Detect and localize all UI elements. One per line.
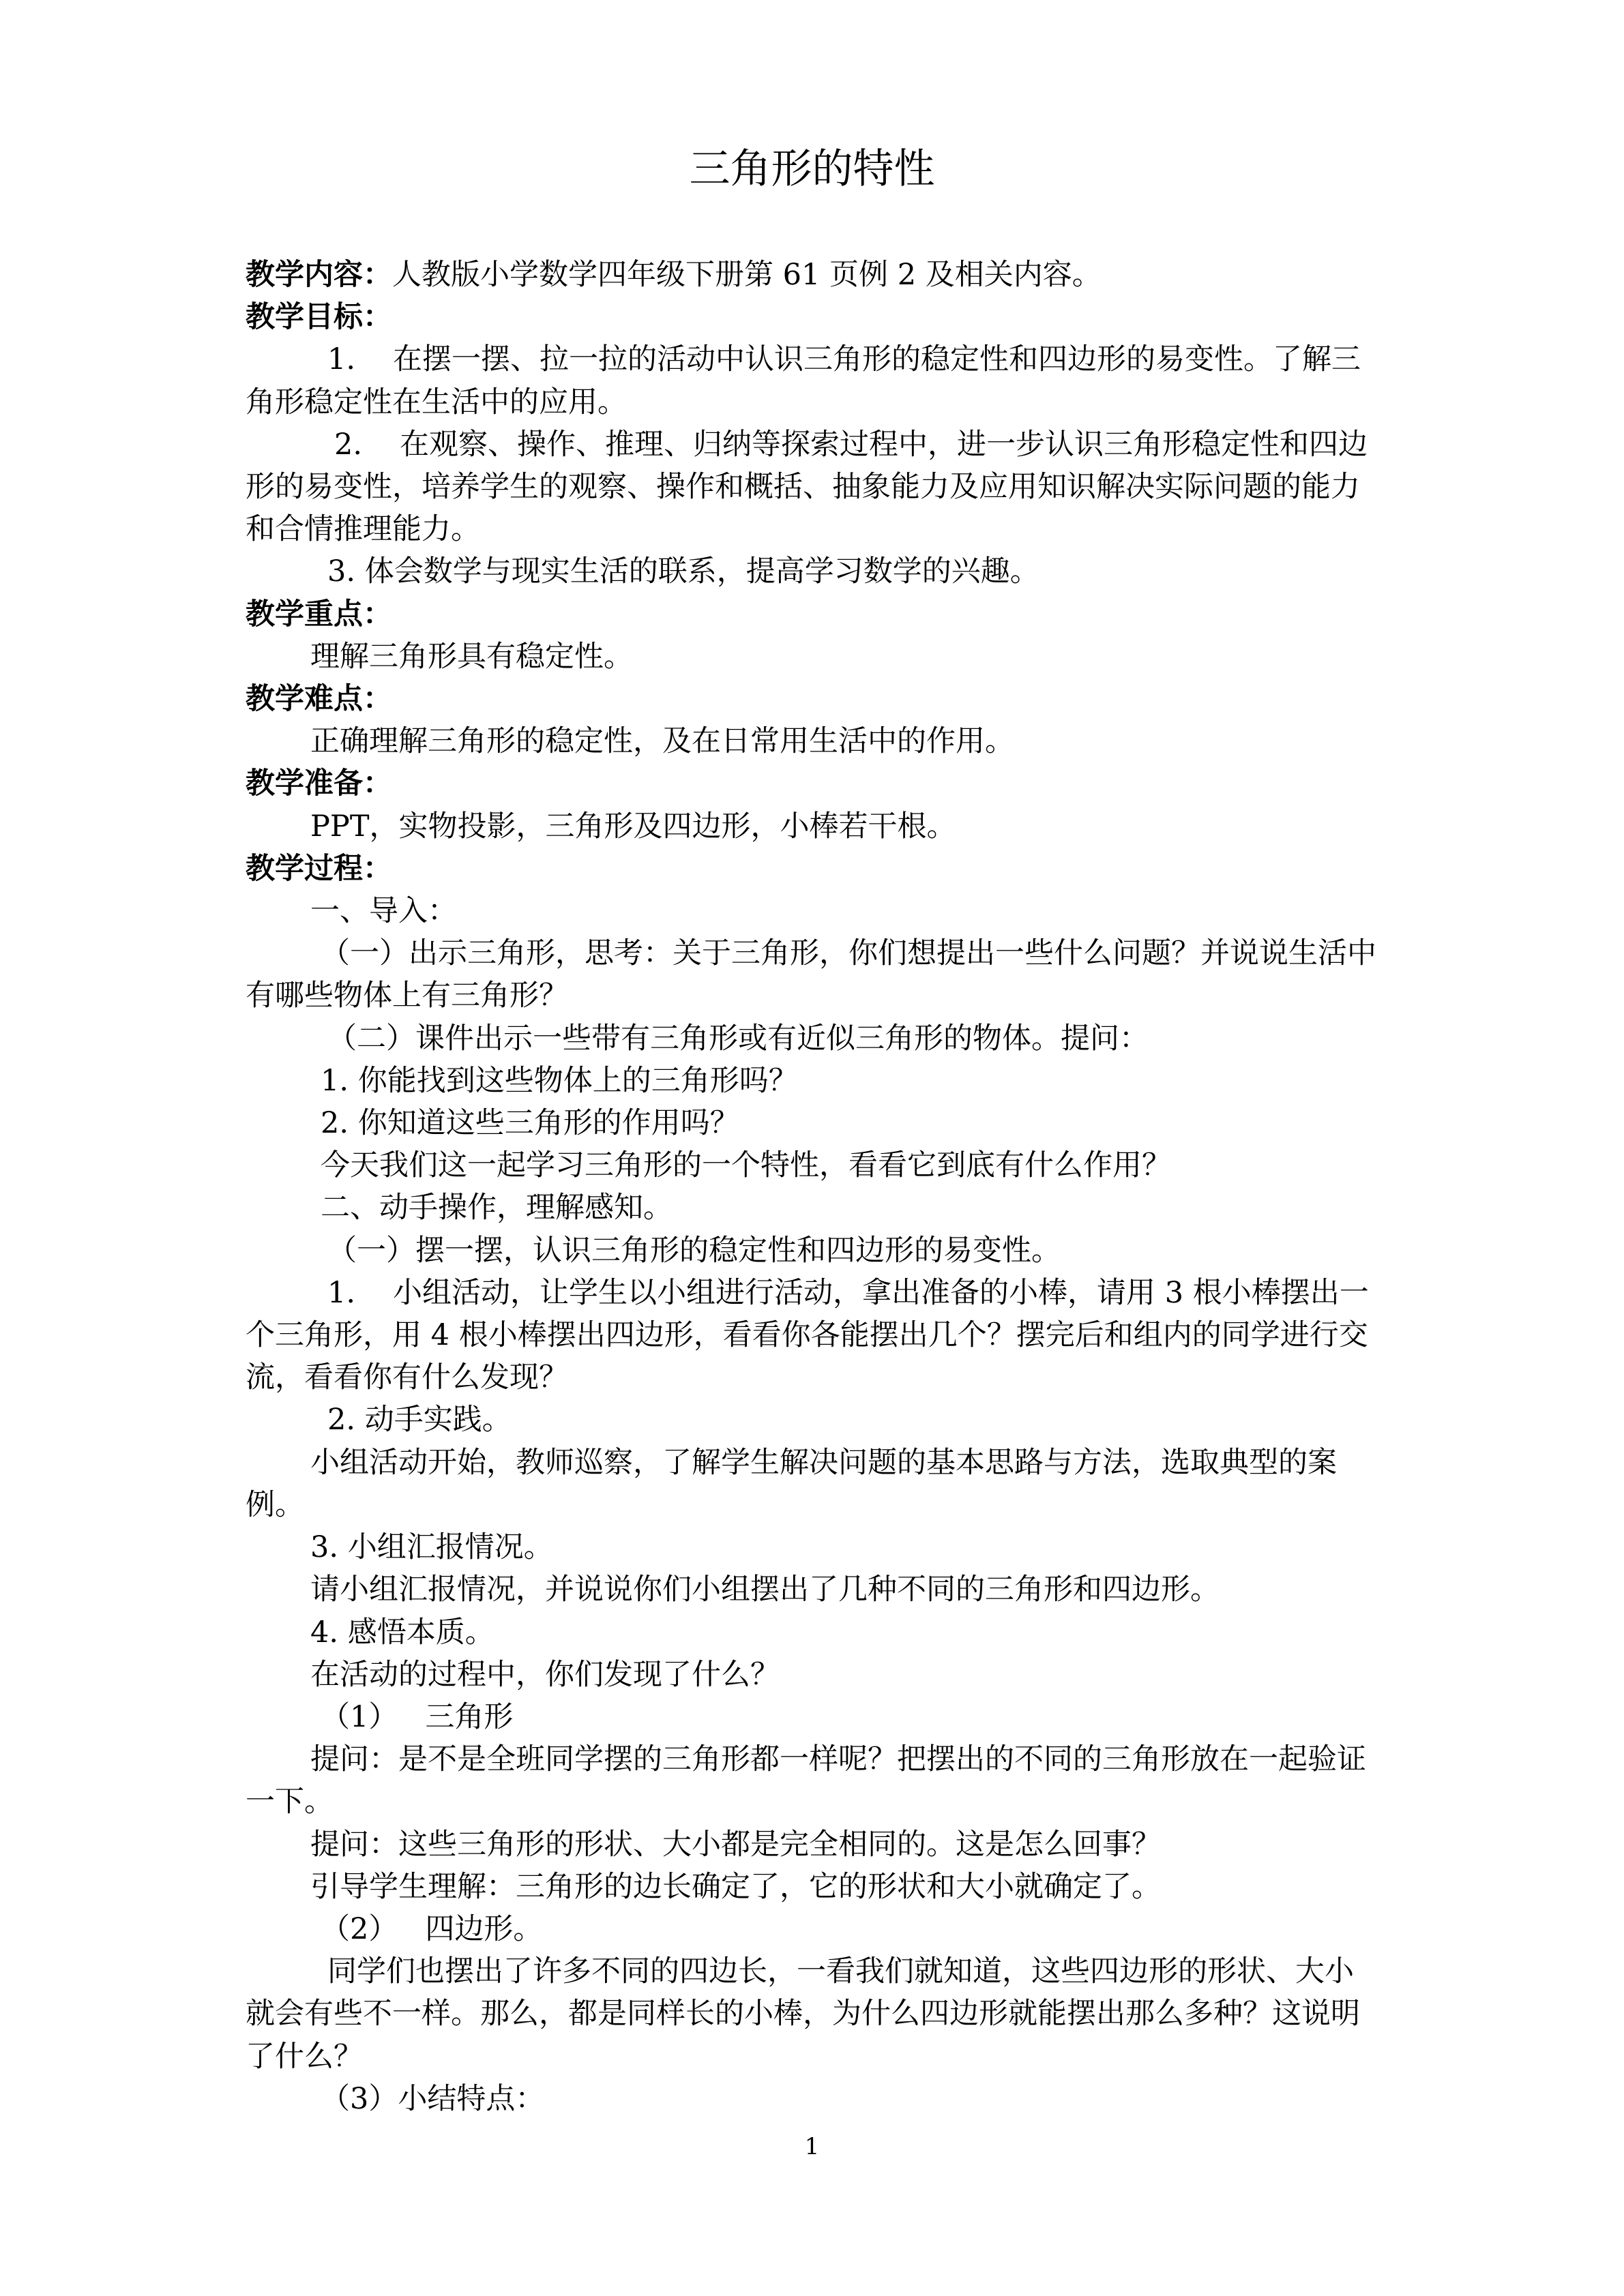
process-line: 二、动手操作，理解感知。 (321, 1191, 673, 1225)
preparation-text: PPT，实物投影，三角形及四边形，小棒若干根。 (310, 809, 956, 844)
process-line: 提问：是不是全班同学摆的三角形都一样呢？把摆出的不同的三角形放在一起验证一下。 (246, 1742, 1366, 1819)
process-line: 小组活动开始，教师巡察，了解学生解决问题的基本思路与方法，选取典型的案例。 (246, 1445, 1337, 1522)
content-text: 人教版小学数学四年级下册第 61 页例 2 及相关内容。 (392, 258, 1102, 292)
subitem-num: （2） (321, 1911, 398, 1946)
document-title: 三角形的特性 (689, 145, 935, 193)
process-line: 4. 感悟本质。 (310, 1615, 494, 1650)
goal-item-1-text: 在摆一摆、拉一拉的活动中认识三角形的稳定性和四边形的易变性。了解三角形稳定性在生活中的应用。 (246, 342, 1361, 419)
process-activity-1 (246, 1272, 1378, 1399)
process-line: （一）出示三角形，思考：关于三角形，你们想提出一些什么问题？并说说生活中有哪些物体上有三角形？ (246, 936, 1376, 1013)
process-line: （一）摆一摆，认识三角形的稳定性和四边形的易变性。 (327, 1233, 1061, 1268)
page-number: 1 (804, 2133, 820, 2160)
process-line: 2. 动手实践。 (327, 1403, 512, 1437)
key-point-label: 教学重点： (246, 597, 392, 631)
content-line (246, 254, 1378, 296)
document-body (246, 254, 1378, 2120)
activity-text: 小组活动，让学生以小组进行活动，拿出准备的小棒，请用 3 根小棒摆出一个三角形，用 4 根小棒摆出四边形，看看你各能摆出几个？摆完后和组内的同学进行交流，看看你有什么发现？ (246, 1275, 1369, 1395)
goals-label: 教学目标： (246, 300, 392, 335)
process-line: 提问：这些三角形的形状、大小都是完全相同的。这是怎么回事？ (310, 1827, 1161, 1862)
content-label: 教学内容： (246, 258, 392, 292)
process-subitem-triangle (246, 1696, 1378, 1738)
process-line: （二）课件出示一些带有三角形或有近似三角形的物体。提问： (327, 1021, 1149, 1056)
subitem-num: （1） (321, 1699, 398, 1734)
goal-item-2 (246, 423, 1378, 551)
process-line: 1. 你能找到这些物体上的三角形吗？ (321, 1063, 798, 1098)
process-line: 今天我们这一起学习三角形的一个特性，看看它到底有什么作用？ (321, 1148, 1171, 1183)
process-line: 一、导入： (310, 894, 457, 929)
goal-item-2-num: 2. (334, 427, 363, 462)
process-label: 教学过程： (246, 851, 392, 886)
process-line: 在活动的过程中，你们发现了什么？ (310, 1657, 780, 1692)
difficulty-label: 教学难点： (246, 682, 392, 717)
goal-item-2-text: 在观察、操作、推理、归纳等探索过程中，进一步认识三角形稳定性和四边形的易变性，培养学生的观察、操作和概括、抽象能力及应用知识解决实际问题的能力和合情推理能力。 (246, 427, 1368, 547)
key-point-text: 理解三角形具有稳定性。 (310, 639, 633, 674)
subitem-text: 四边形。 (425, 1911, 543, 1946)
activity-num: 1. (327, 1275, 356, 1310)
difficulty-text: 正确理解三角形的稳定性，及在日常用生活中的作用。 (310, 724, 1014, 759)
preparation-label: 教学准备： (246, 766, 392, 801)
process-subitem-quadrilateral (246, 1908, 1378, 1950)
process-line: （3）小结特点： (321, 2081, 545, 2116)
process-line: 3. 小组汇报情况。 (310, 1530, 553, 1565)
goal-item-1-num: 1. (327, 342, 356, 377)
process-line: 引导学生理解：三角形的边长确定了，它的形状和大小就确定了。 (310, 1869, 1161, 1904)
process-line: 请小组汇报情况，并说说你们小组摆出了几种不同的三角形和四边形。 (310, 1572, 1220, 1607)
goal-item-3: 3. 体会数学与现实生活的联系，提高学习数学的兴趣。 (327, 554, 1039, 589)
process-line: 2. 你知道这些三角形的作用吗？ (321, 1106, 739, 1141)
subitem-text: 三角形 (425, 1699, 514, 1734)
process-line: 同学们也摆出了许多不同的四边长，一看我们就知道，这些四边形的形状、大小就会有些不一样。那么，都是同样长的小棒，为什么四边形就能摆出那么多种？这说明了什么？ (246, 1954, 1360, 2074)
goal-item-1 (246, 338, 1378, 423)
